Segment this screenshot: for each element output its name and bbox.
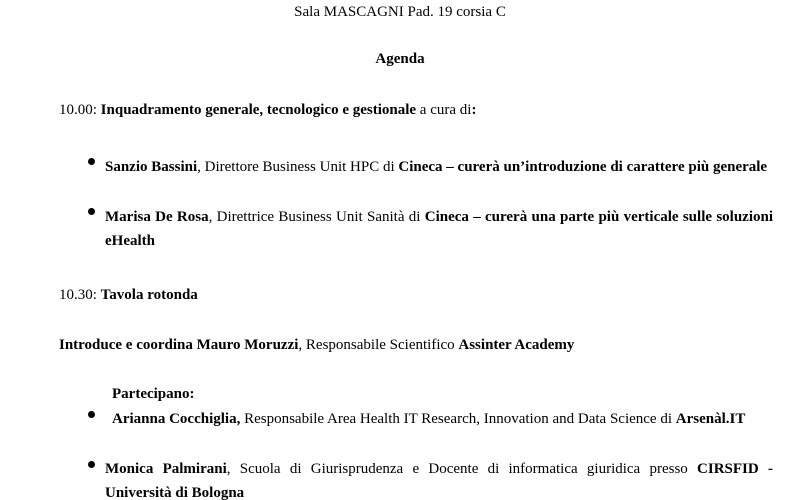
session1-time: 10.00: [59, 102, 97, 118]
participant-role: Responsabile Area Health IT Research, Innovation and Data Science di [240, 411, 676, 427]
participant-role: , Scuola di Giurisprudenza e Docente di informatica giuridica presso [226, 461, 698, 477]
speaker-name: Sanzio Bassini [105, 159, 198, 175]
location-line [0, 2, 800, 22]
session1-line [59, 100, 775, 120]
session1-title: Inquadramento generale, tecnologico e gestionale [100, 102, 417, 118]
participant-item [112, 407, 773, 431]
speaker-role: , Direttrice Business Unit Sanità di [208, 209, 425, 225]
agenda-title [0, 49, 800, 69]
session2-time: 10.30: [59, 287, 97, 303]
participant-name: Arianna Cocchiglia, [112, 411, 241, 427]
speaker-org: Cineca [424, 209, 469, 225]
moderator-intro: Introduce e coordina Mauro Moruzzi [59, 337, 299, 353]
speaker-org: Cineca [398, 159, 443, 175]
speaker-item [105, 155, 773, 179]
location-text: Sala MASCAGNI Pad. 19 corsia C [294, 4, 506, 20]
participant-item [105, 457, 773, 500]
participants-heading: Partecipano: [112, 386, 195, 402]
moderator-role: , Responsabile Scientifico [298, 337, 459, 353]
session1-colon: : [471, 102, 477, 118]
agenda-heading: Agenda [375, 51, 425, 67]
speaker-name: Marisa De Rosa [105, 209, 209, 225]
speaker-role: , Direttore Business Unit HPC di [197, 159, 399, 175]
session2-line [59, 285, 775, 305]
speaker-item [105, 205, 773, 253]
moderator-org: Assinter Academy [458, 337, 575, 353]
speaker-topic: – curerà un’introduzione di carattere più generale [442, 159, 768, 175]
bullet-icon [88, 461, 95, 468]
moderator-line [59, 335, 775, 355]
bullet-icon [88, 411, 95, 418]
session1-by: a cura di [416, 102, 472, 118]
speaker-topic: – curerà una parte più verticale sulle soluzioni eHealth [105, 209, 773, 249]
participant-org: Arsenàl.IT [675, 411, 746, 427]
bullet-icon [88, 158, 95, 165]
participants-heading-line [112, 384, 775, 404]
session2-title: Tavola rotonda [100, 287, 198, 303]
participant-name: Monica Palmirani [105, 461, 227, 477]
bullet-icon [88, 208, 95, 215]
participant-org: CIRSFID - Università di Bologna [105, 461, 773, 500]
